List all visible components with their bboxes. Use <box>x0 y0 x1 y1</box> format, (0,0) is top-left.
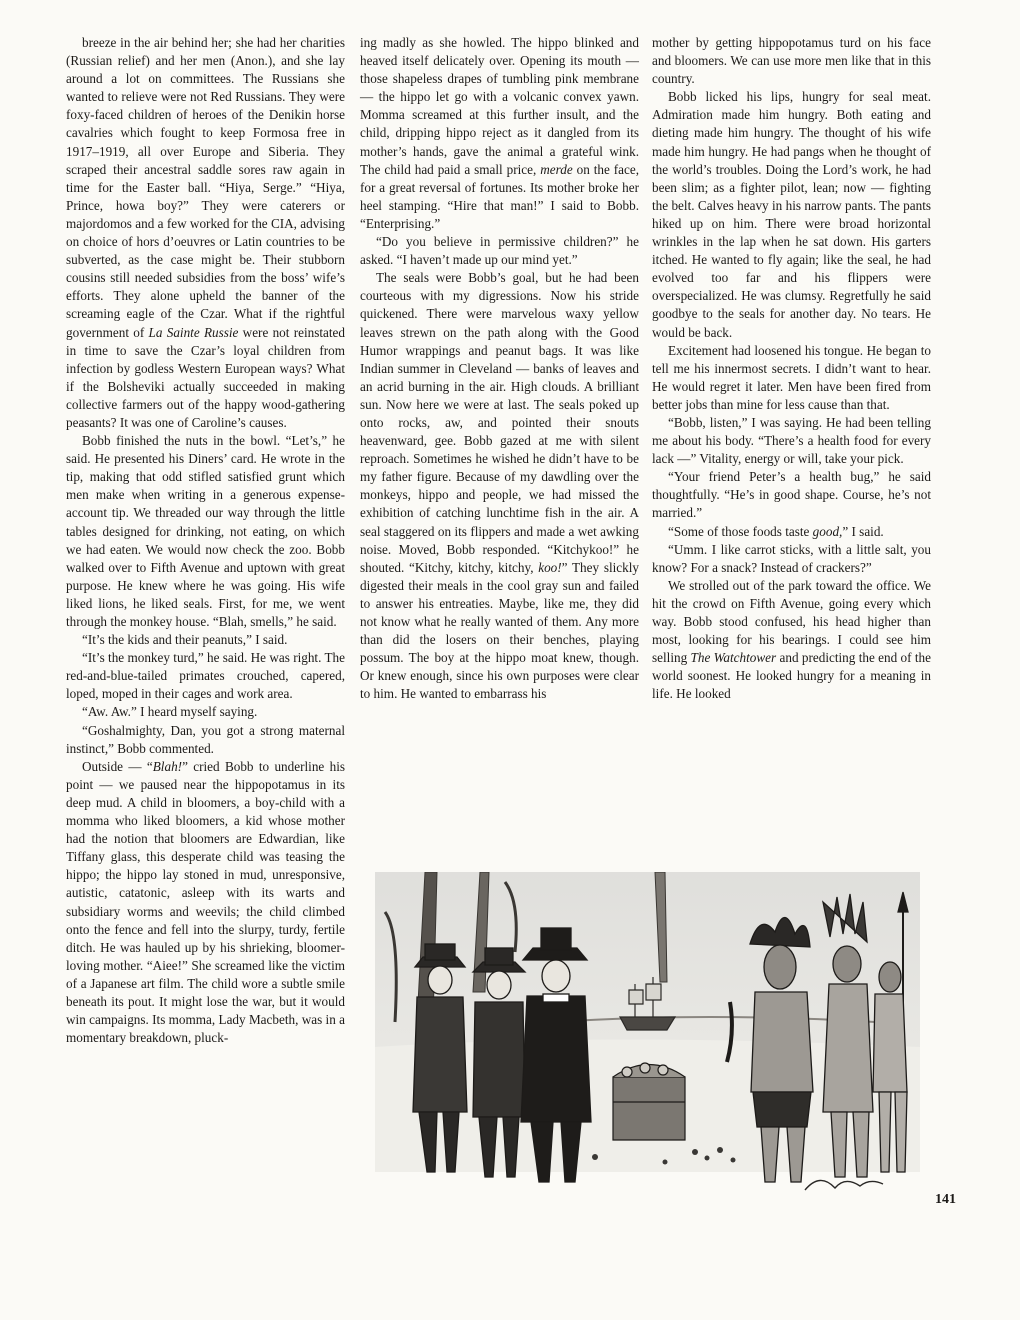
paragraph: “Do you believe in permissive children?” he asked. “I haven’t made up our mind yet.” <box>360 234 639 268</box>
paragraph: mother by getting hippopotamus turd on his face and bloomers. We can use more men like that in this country. <box>652 35 931 87</box>
treasure-chest <box>613 1063 685 1140</box>
text-column-1 <box>66 34 345 1047</box>
paragraph: “Bobb, listen,” I was saying. He had been telling me about his body. “There’s a health food for every lack —” Vitality, energy or will, take your pick. <box>652 414 931 467</box>
text-column-2 <box>360 34 639 703</box>
paragraph: “Aw. Aw.” I heard myself saying. <box>82 704 258 720</box>
text-column-3 <box>652 34 931 703</box>
page-number: 141 <box>935 1192 956 1207</box>
paragraph: “Your friend Peter’s a health bug,” he said thoughtfully. “He’s in good shape. Course, he’s not married.” <box>652 469 931 521</box>
paragraph: “It’s the kids and their peanuts,” I said. <box>82 632 288 648</box>
paragraph: ing madly as she howled. The hippo blinked and heaved itself delicately over. Opening its mouth — those shapeless drapes of tumbling pink membrane — the hippo let go with a volcanic convex yawn. Momma screamed at this further insult, and the child, dripping hippo reject as it dangled from its mother’s hands, gave the animal a grateful wink. The child had paid a small price, merde on the face, for a great reversal of fortunes. Its mother broke her heel stamping. “Hire that man!” I said to Bobb. “Enterprising.” <box>360 35 640 231</box>
paragraph: Bobb finished the nuts in the bowl. “Let’s,” he said. He presented his Diners’ card. He wrote in the tip, making that odd stifled satisfied grunt which men make when writing in a generous expense-account tip. We threaded our way through the little tables designed for drinking, not eating, on which we had eaten. We would now check the zoo. Bobb walked over to Fifth Avenue and uptown with great purpose. He knew where he was going. His wife liked lions, he liked seals. First, for me, we went through the monkey house. “Blah, smells,” he said. <box>66 433 345 629</box>
paragraph: “Umm. I like carrot sticks, with a little salt, you know? For a snack? Instead of crackers?” <box>652 541 931 575</box>
paragraph: Outside — “Blah!” cried Bobb to underline his point — we paused near the hippopotamus in its deep mud. A child in bloomers, a boy-child with a momma who liked bloomers, a kid whose mother had the notion that bloomers are Edwardian, like Tiffany glass, this desperate child was teasing the hippo; the hippo lay stoned in mud, unresponsive, autistic, catatonic, asleep with its warts and subsidiary worms and weevils; the child climbed onto the fence and fell into the slurpy, turdy, fertile ditch. He was hauled up by his shrieking, bloomer-loving mother. “Aiee!” She screamed like the victim of a Japanese art film. The child wore a subtle smile beneath its pout. It might lose the war, but it would win campaigns. Its momma, Lady Macbeth, was in a momentary breakdown, pluck- <box>66 758 345 1046</box>
artist-signature <box>805 1180 883 1190</box>
paragraph: breeze in the air behind her; she had her charities (Russian relief) and her men (Anon.), and she lay around a lot on committees. The Russians she wanted to relieve were not Red Russians. They were foxy-faced children of heroes of the Denikin horse cavalries which fought to keep Formosa free in 1917–1919, all over Europe and Siberia. They scraped their ancestral saddle sores raw again in time for the Easter ball. “Hiya, Serge.” “Hiya, Prince, howa boy?” They were caterers or majordomos and a few worked for the CIA, advising on choice of hors d’oeuvres or Latin countries to be subverted, as the case might be. Their stubborn cousins still needed subsidies from the boss’ wife’s efforts. They alone upheld the banner of the screaming eagle of the Czar. What if the rightful government of La Sainte Russie were not reinstated in time to save the Czar’s loyal children from infection by godless Western European ways? What if the Bolsheviki actually succeeded in making collective farmers out of the happy wood-gathering peasants? It was one of Caroline’s causes. <box>66 35 345 430</box>
paragraph: “It’s the monkey turd,” he said. He was right. The red-and-blue-tailed primates crouched, capered, loped, moped in their cages and work area. <box>66 650 345 702</box>
cartoon-illustration <box>355 872 940 1202</box>
paragraph: The seals were Bobb’s goal, but he had been courteous with my digressions. Now his stride quickened. There were marvelous waxy yellow leaves strewn on the path along with the Good Humor wrappings and peanut bags. It was like Indian summer in Cleveland — banks of leaves and an acrid burning in the air. High clouds. A brilliant sun. Now here we were at last. The seals poked up onto rocks, aw, and pointed their snouts heavenward, gee. Bobb gazed at me with silent reproach. Sometimes he wished he didn’t have to be my father figure. Because of my dawdling over the monkeys, hippo and people, we had missed the exhibition of catching lunchtime fish in the air. A seal staggered on its flippers and made a wet awking noise. Moved, Bobb responded. “Kitchykoo!” he shouted. “Kitchy, kitchy, kitchy, koo!” They slickly digested their meals in the cool gray sun and failed to answer his entreaties. Maybe, like me, they did not know what he really wanted of them. Any more than did the losers on their benches, playing possum. The boy at the hippo moat knew, though. Or knew enough, since his own purposes were clear to him. He wanted to embarrass his <box>360 270 639 702</box>
paragraph: “Goshalmighty, Dan, you got a strong maternal instinct,” Bobb commented. <box>66 722 345 756</box>
paragraph: We strolled out of the park toward the office. We hit the crowd on Fifth Avenue, going every which way. Bobb stood confused, his head higher than most, looking for his bearings. I could see him selling The Watchtower and predicting the end of the world soonest. He looked hungry for a meaning in life. He looked <box>652 577 931 702</box>
paragraph: “Some of those foods taste good,” I said. <box>668 523 884 539</box>
paragraph: Excitement had loosened his tongue. He began to tell me his innermost secrets. I didn’t want to hear. He would regret it later. Men have been fired from better jobs than mine for less cause than that. <box>652 342 931 412</box>
paragraph: Bobb licked his lips, hungry for seal meat. Admiration made him hungry. Both eating and dieting made him hungry. The thought of his wife made him hungry. He had pangs when he thought of the world’s troubles. Doing the Lord’s work, he had been slim; as a fighter pilot, lean; now — fighting the belt. Calves heavy in his narrow pants. The pants hiked up on him. There were broad horizontal wrinkles in the lap when he sat down. His garters itched. He wanted to fly again; like the seal, he had evolved too far and his flippers were overspecialized. He was clumsy. Regretfully he said goodbye to the seals for another day. No tears. He would be back. <box>652 89 931 340</box>
